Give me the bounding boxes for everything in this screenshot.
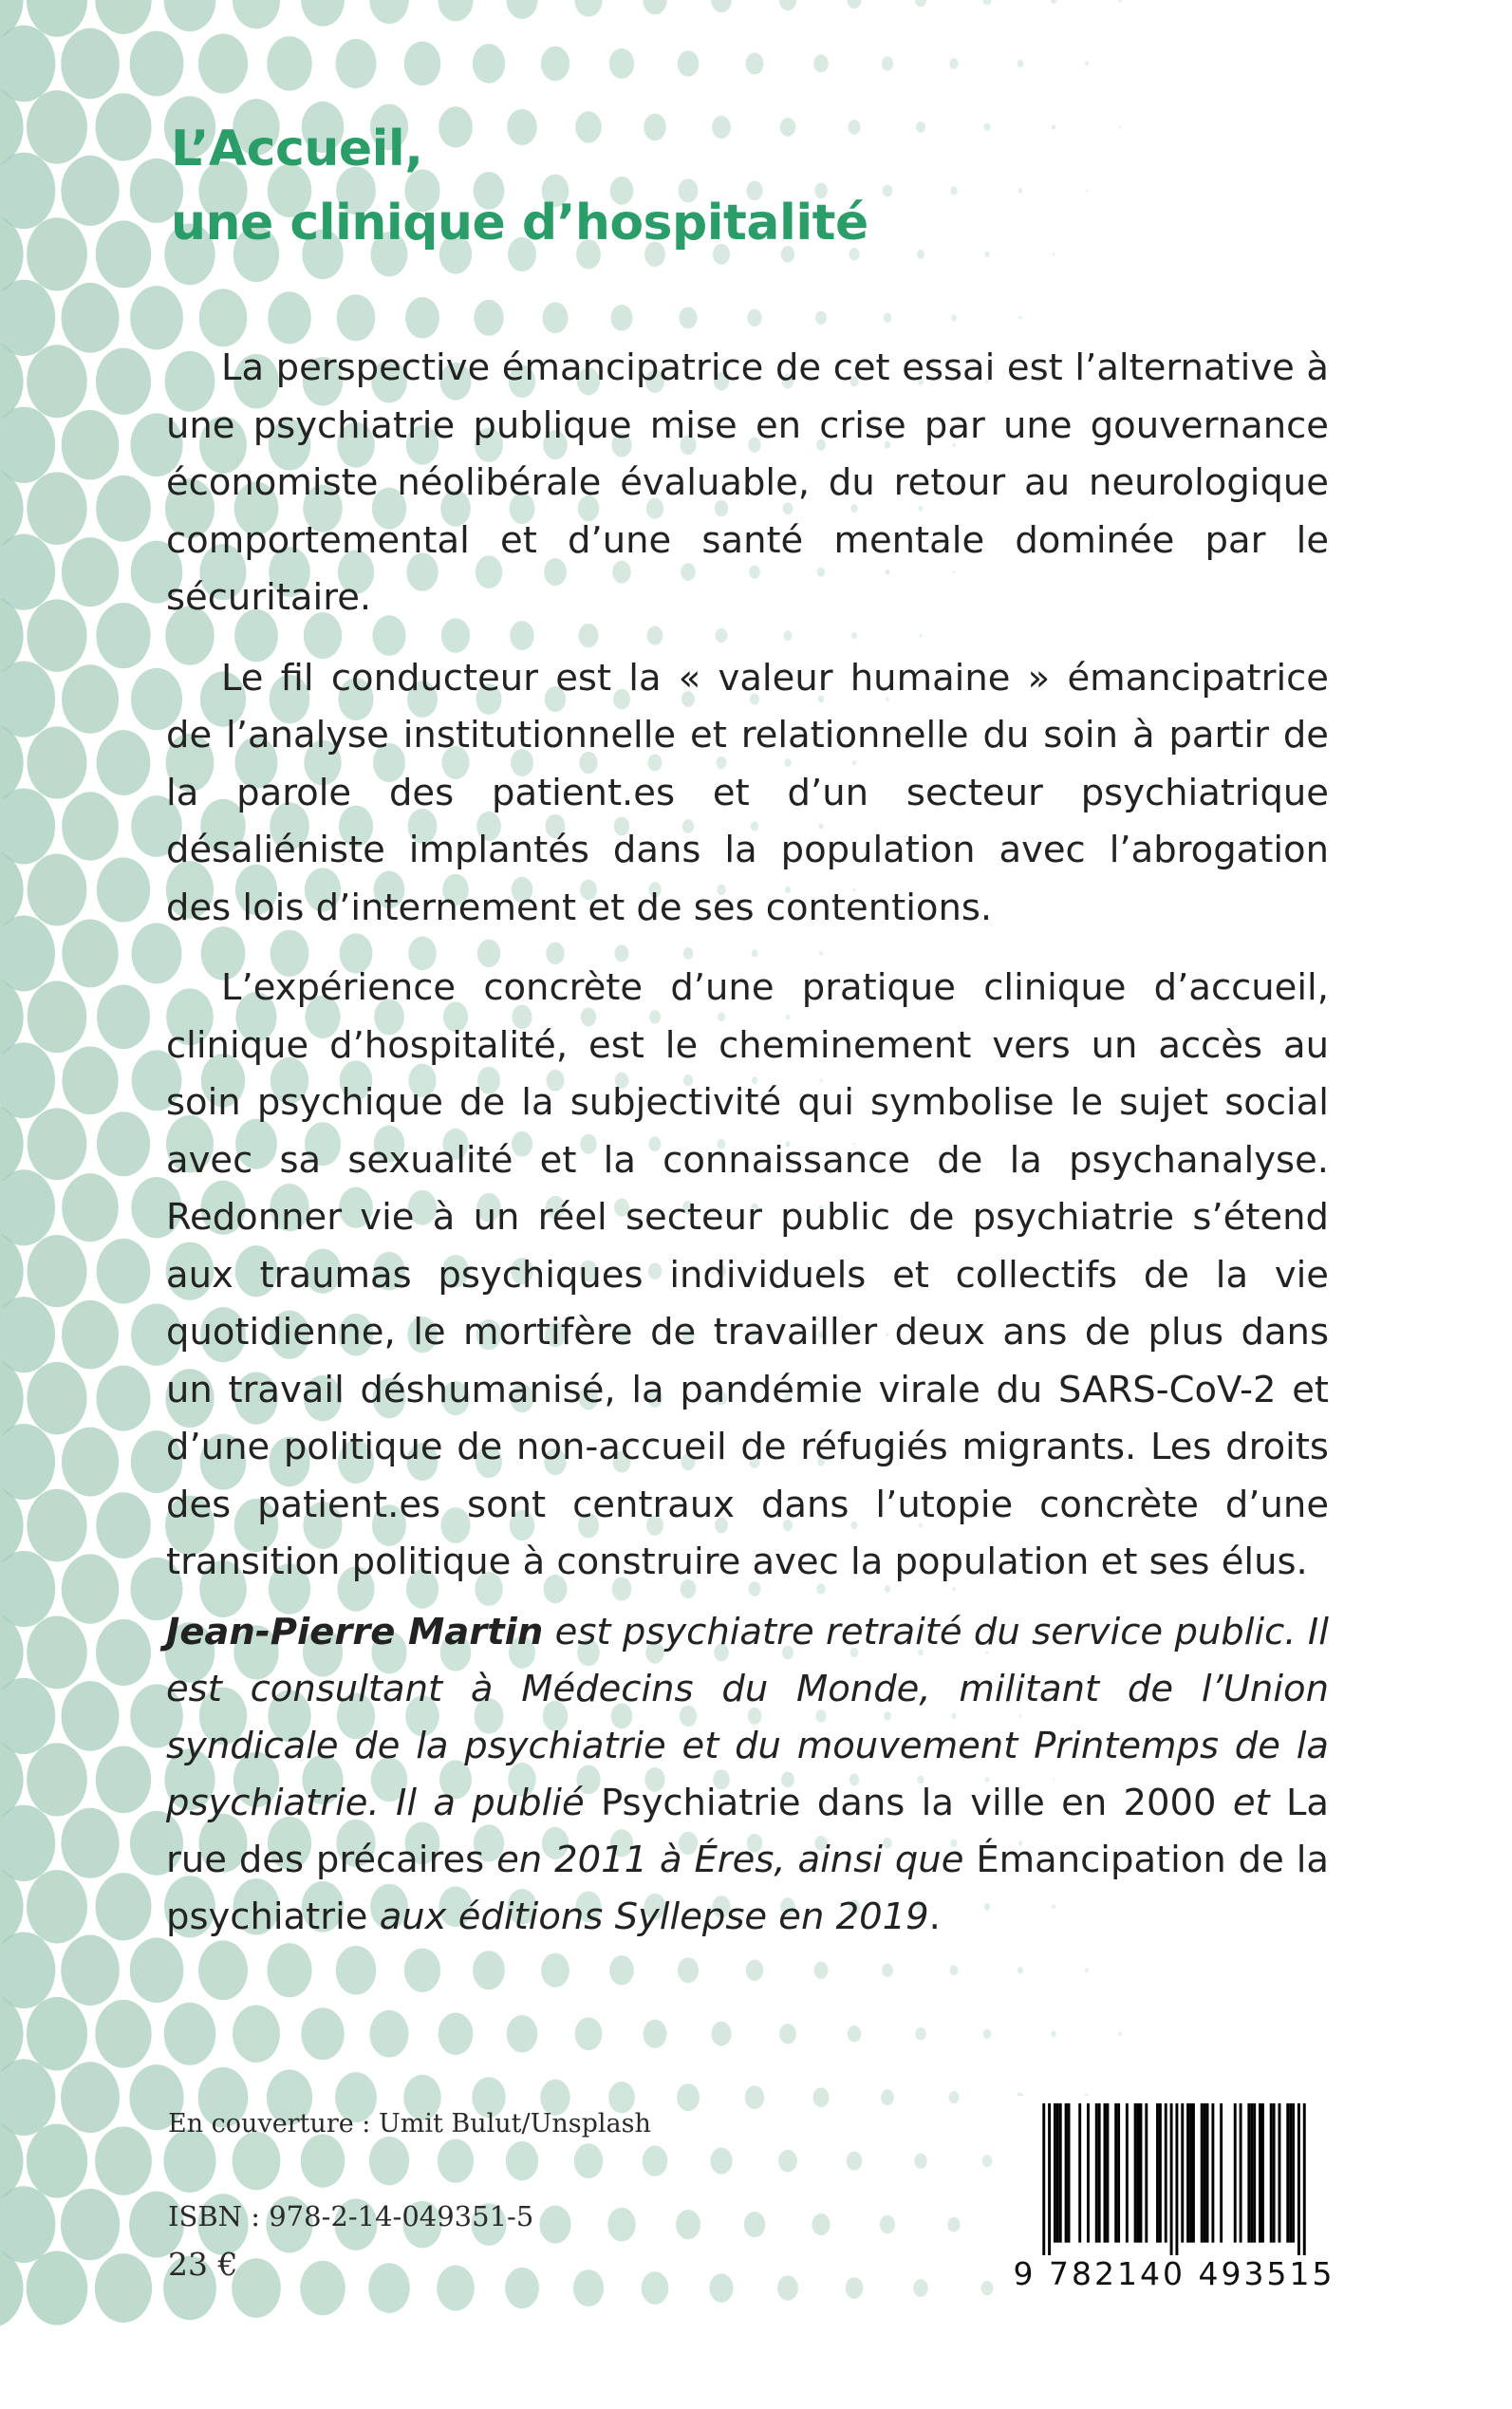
blurb-paragraph-3: L’expérience concrète d’une pratique clinique d’accueil, clinique d’hospitalité, est le cheminement vers un accès au soin psychique de la subjectivité qui symbolise le sujet social avec sa sexualité et la connaissance de la psychanalyse. Redonner vie à un réel secteur public de psychiatrie s’étend aux traumas psychiques individuels et collectifs de la vie quotidienne, le mortifère de travailler deux ans de plus dans un travail déshumanisé, la pandémie virale du SARS-CoV-2 et d’une politique de non-accueil de réfugiés migrants. Les droits des patient.es sont centraux dans l’utopie concrète d’une transition politique à construire avec la population et ses élus. (166, 966, 1329, 1583)
barcode-bar (1181, 2103, 1184, 2243)
barcode-bar (1259, 2103, 1261, 2243)
barcode-bar (1170, 2103, 1173, 2255)
barcode-digits: 9 782140 493515 (1013, 2255, 1335, 2292)
barcode-icon (1017, 2103, 1331, 2255)
barcode-bar (1234, 2103, 1237, 2243)
barcode-bar (1186, 2103, 1189, 2243)
blurb-text (166, 340, 1329, 1615)
barcode-bar (1273, 2103, 1276, 2243)
bio-book-2: La rue des précaires (166, 1782, 1330, 1881)
book-title (171, 112, 1310, 260)
blurb-paragraph-2: Le fil conducteur est la « valeur humaine » émancipatrice de l’analyse institutionnelle et relationnelle du soin à partir de la parole des patient.es et d’un secteur psychiatrique désaliéniste implantés dans la population avec l’abrogation des lois d’internement et de ses contentions. (166, 656, 1329, 929)
bio-text-1: est psychiatre retraité du service public. Il est consultant à Médecins du Monde, militant de l’Union syndicale de la psychiatrie et du mouvement Printemps de la psychiatrie. Il a publié (166, 1611, 1329, 1824)
barcode-bar (1056, 2103, 1059, 2243)
barcode-bar (1087, 2103, 1090, 2243)
cover-credit: En couverture : Umit Bulut/Unsplash (168, 2109, 651, 2138)
barcode-bar (1240, 2103, 1242, 2243)
author-name: Jean-Pierre Martin (166, 1611, 544, 1653)
bio-text-and: et (1232, 1782, 1270, 1824)
bio-text-2: en 2000 (1044, 1782, 1233, 1824)
blurb-paragraph-1: La perspective émancipatrice de cet essai est l’alternative à une psychiatrie publique mise en crise par une gouvernance économiste néolibérale évaluable, du retour au neurologique comportemental et d’une santé mentale dominée par le sécuritaire. (166, 346, 1329, 619)
barcode-bar (1247, 2103, 1250, 2243)
barcode-bar (1104, 2103, 1107, 2243)
barcode-bar (1297, 2103, 1300, 2255)
barcode-bar (1270, 2103, 1273, 2243)
barcode-bar (1098, 2103, 1101, 2243)
barcode-bar (1059, 2103, 1062, 2243)
barcode-bar (1134, 2103, 1137, 2243)
barcode-bar (1189, 2103, 1192, 2243)
barcode-bar (1211, 2103, 1214, 2243)
barcode-bar (1279, 2103, 1281, 2243)
barcode-bar (1250, 2103, 1253, 2243)
bio-text-4: aux éditions Syllepse en 2019 (367, 1895, 929, 1938)
barcode-bar (1175, 2103, 1178, 2255)
barcode-bar (1206, 2103, 1209, 2243)
barcode-bar (1048, 2103, 1051, 2255)
bio-text-3: en 2011 à Éres, ainsi que (496, 1839, 977, 1881)
barcode-bar (1289, 2103, 1292, 2243)
title-line-2: une clinique d’hospitalité (171, 195, 868, 252)
barcode-bar (1078, 2103, 1081, 2243)
barcode-bar (1253, 2103, 1256, 2243)
bio-book-1: Psychiatrie dans la ville (600, 1782, 1045, 1824)
barcode-bar (1068, 2103, 1071, 2243)
barcode-bar (1192, 2103, 1195, 2243)
barcode-bar (1106, 2103, 1109, 2243)
barcode-bar (1065, 2103, 1068, 2243)
barcode-bar (1220, 2103, 1223, 2243)
price: 23 € (168, 2246, 238, 2283)
barcode-bar (1054, 2103, 1056, 2243)
barcode-bar (1261, 2103, 1264, 2243)
barcode-bar (1156, 2103, 1159, 2243)
bio-period: . (928, 1895, 941, 1938)
barcode (1008, 2096, 1340, 2303)
title-line-1: L’Accueil, (171, 121, 423, 177)
barcode-bar (1117, 2103, 1120, 2243)
barcode-bar (1292, 2103, 1295, 2243)
barcode-bar (1145, 2103, 1148, 2243)
isbn: ISBN : 978-2-14-049351-5 (168, 2200, 534, 2232)
barcode-bar (1114, 2103, 1117, 2243)
barcode-bar (1165, 2103, 1167, 2243)
barcode-bar (1126, 2103, 1129, 2243)
barcode-bar (1095, 2103, 1098, 2243)
bio-book-3: Émancipation de la psychiatrie (166, 1839, 1330, 1938)
barcode-bar (1303, 2103, 1306, 2255)
barcode-bar (1137, 2103, 1140, 2243)
barcode-bar (1204, 2103, 1206, 2243)
author-bio (166, 1604, 1329, 1946)
barcode-bar (1139, 2103, 1142, 2243)
barcode-bar (1042, 2103, 1045, 2255)
barcode-bar (1159, 2103, 1162, 2243)
barcode-bar (1286, 2103, 1289, 2243)
barcode-bar (1201, 2103, 1204, 2243)
